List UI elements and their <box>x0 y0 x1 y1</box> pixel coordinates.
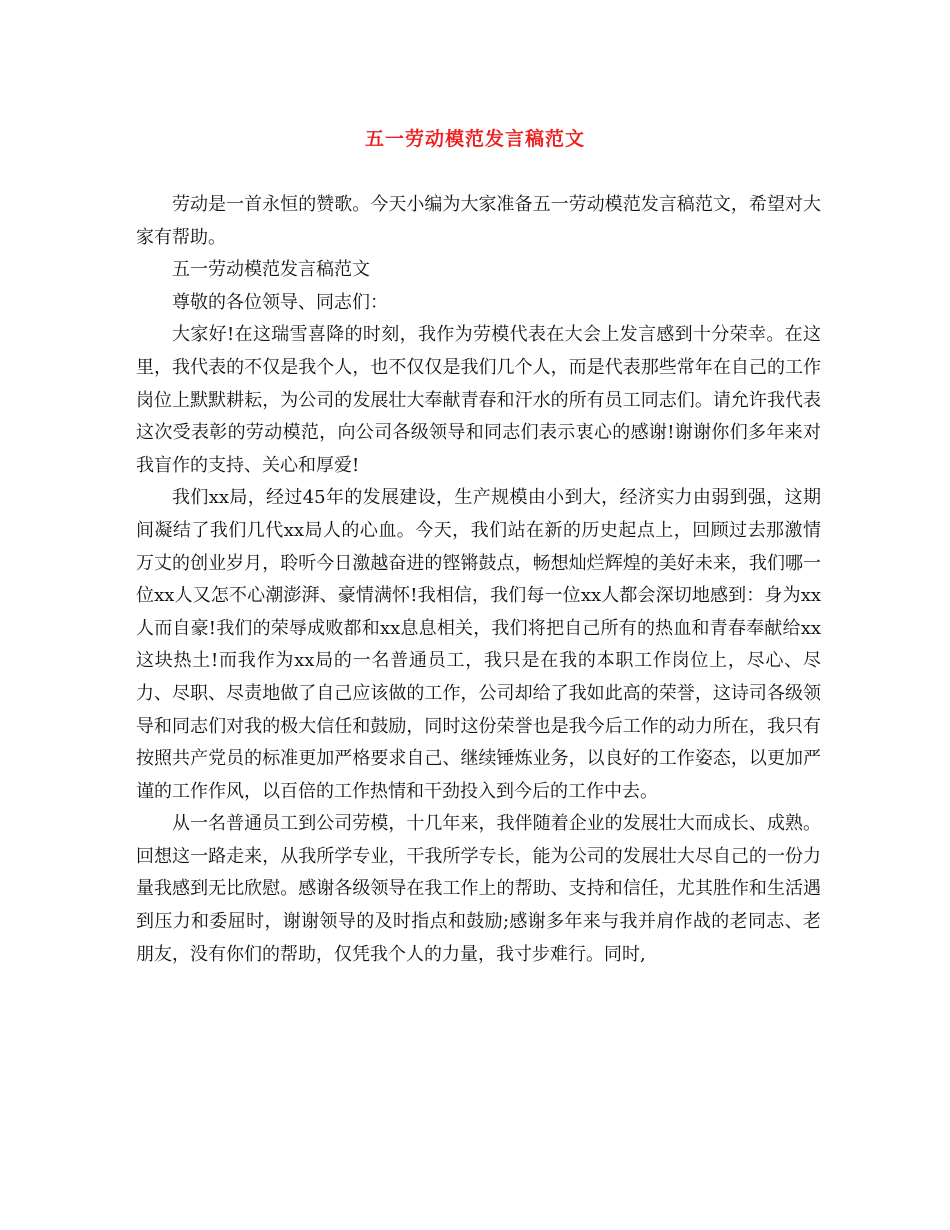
document-body <box>136 189 821 971</box>
paragraph-intro: 劳动是一首永恒的赞歌。今天小编为大家准备五一劳动模范发言稿范文，希望对大家有帮助。 <box>136 194 821 248</box>
document-title: 五一劳动模范发言稿范文 <box>364 128 585 150</box>
paragraph-bureau: 我们xx局，经过45年的发展建设，生产规模由小到大，经济实力由弱到强，这期间凝结了我们几代xx局人的心血。今天，我们站在新的历史起点上，回顾过去那激情万丈的创业岁月，聆听今日激越奋进的铿锵鼓点，畅想灿烂辉煌的美好未来，我们哪一位xx人又怎不心潮澎湃、豪情满怀!我相信，我们每一位xx人都会深切地感到：身为xx人而自豪!我们的荣辱成败都和xx息息相关，我们将把自己所有的热血和青春奉献给xx这块热土!而我作为xx局的一名普通员工，我只是在我的本职工作岗位上，尽心、尽力、尽职、尽责地做了自己应该做的工作，公司却给了我如此高的荣誉，这诗司各级领导和同志们对我的极大信任和鼓励，同时这份荣誉也是我今后工作的动力所在，我只有按照共产党员的标准更加严格要求自己、继续锤炼业务，以良好的工作姿态，以更加严谨的工作作风，以百倍的工作热情和干劲投入到今后的工作中去。 <box>136 487 821 802</box>
paragraph-subtitle: 五一劳动模范发言稿范文 <box>172 259 370 281</box>
paragraph-salutation: 尊敬的各位领导、同志们： <box>172 291 388 313</box>
paragraph-greeting: 大家好!在这瑞雪喜降的时刻，我作为劳模代表在大会上发言感到十分荣幸。在这里，我代表的不仅是我个人，也不仅仅是我们几个人，而是代表那些常年在自己的工作岗位上默默耕耘，为公司的发展壮大奉献青春和汗水的所有员工同志们。请允许我代表这次受表彰的劳动模范，向公司各级领导和同志们表示衷心的感谢!谢谢你们多年来对我盲作的支持、关心和厚爱! <box>136 324 821 476</box>
paragraph-growth: 从一名普通员工到公司劳模，十几年来，我伴随着企业的发展壮大而成长、成熟。回想这一路走来，从我所学专业，干我所学专长，能为公司的发展壮大尽自己的一份力量我感到无比欣慰。感谢各级领导在我工作上的帮助、支持和信任，尤其胜作和生活遇到压力和委屈时，谢谢领导的及时指点和鼓励;感谢多年来与我并肩作战的老同志、老朋友，没有你们的帮助，仅凭我个人的力量，我寸步难行。同时, <box>136 813 821 965</box>
